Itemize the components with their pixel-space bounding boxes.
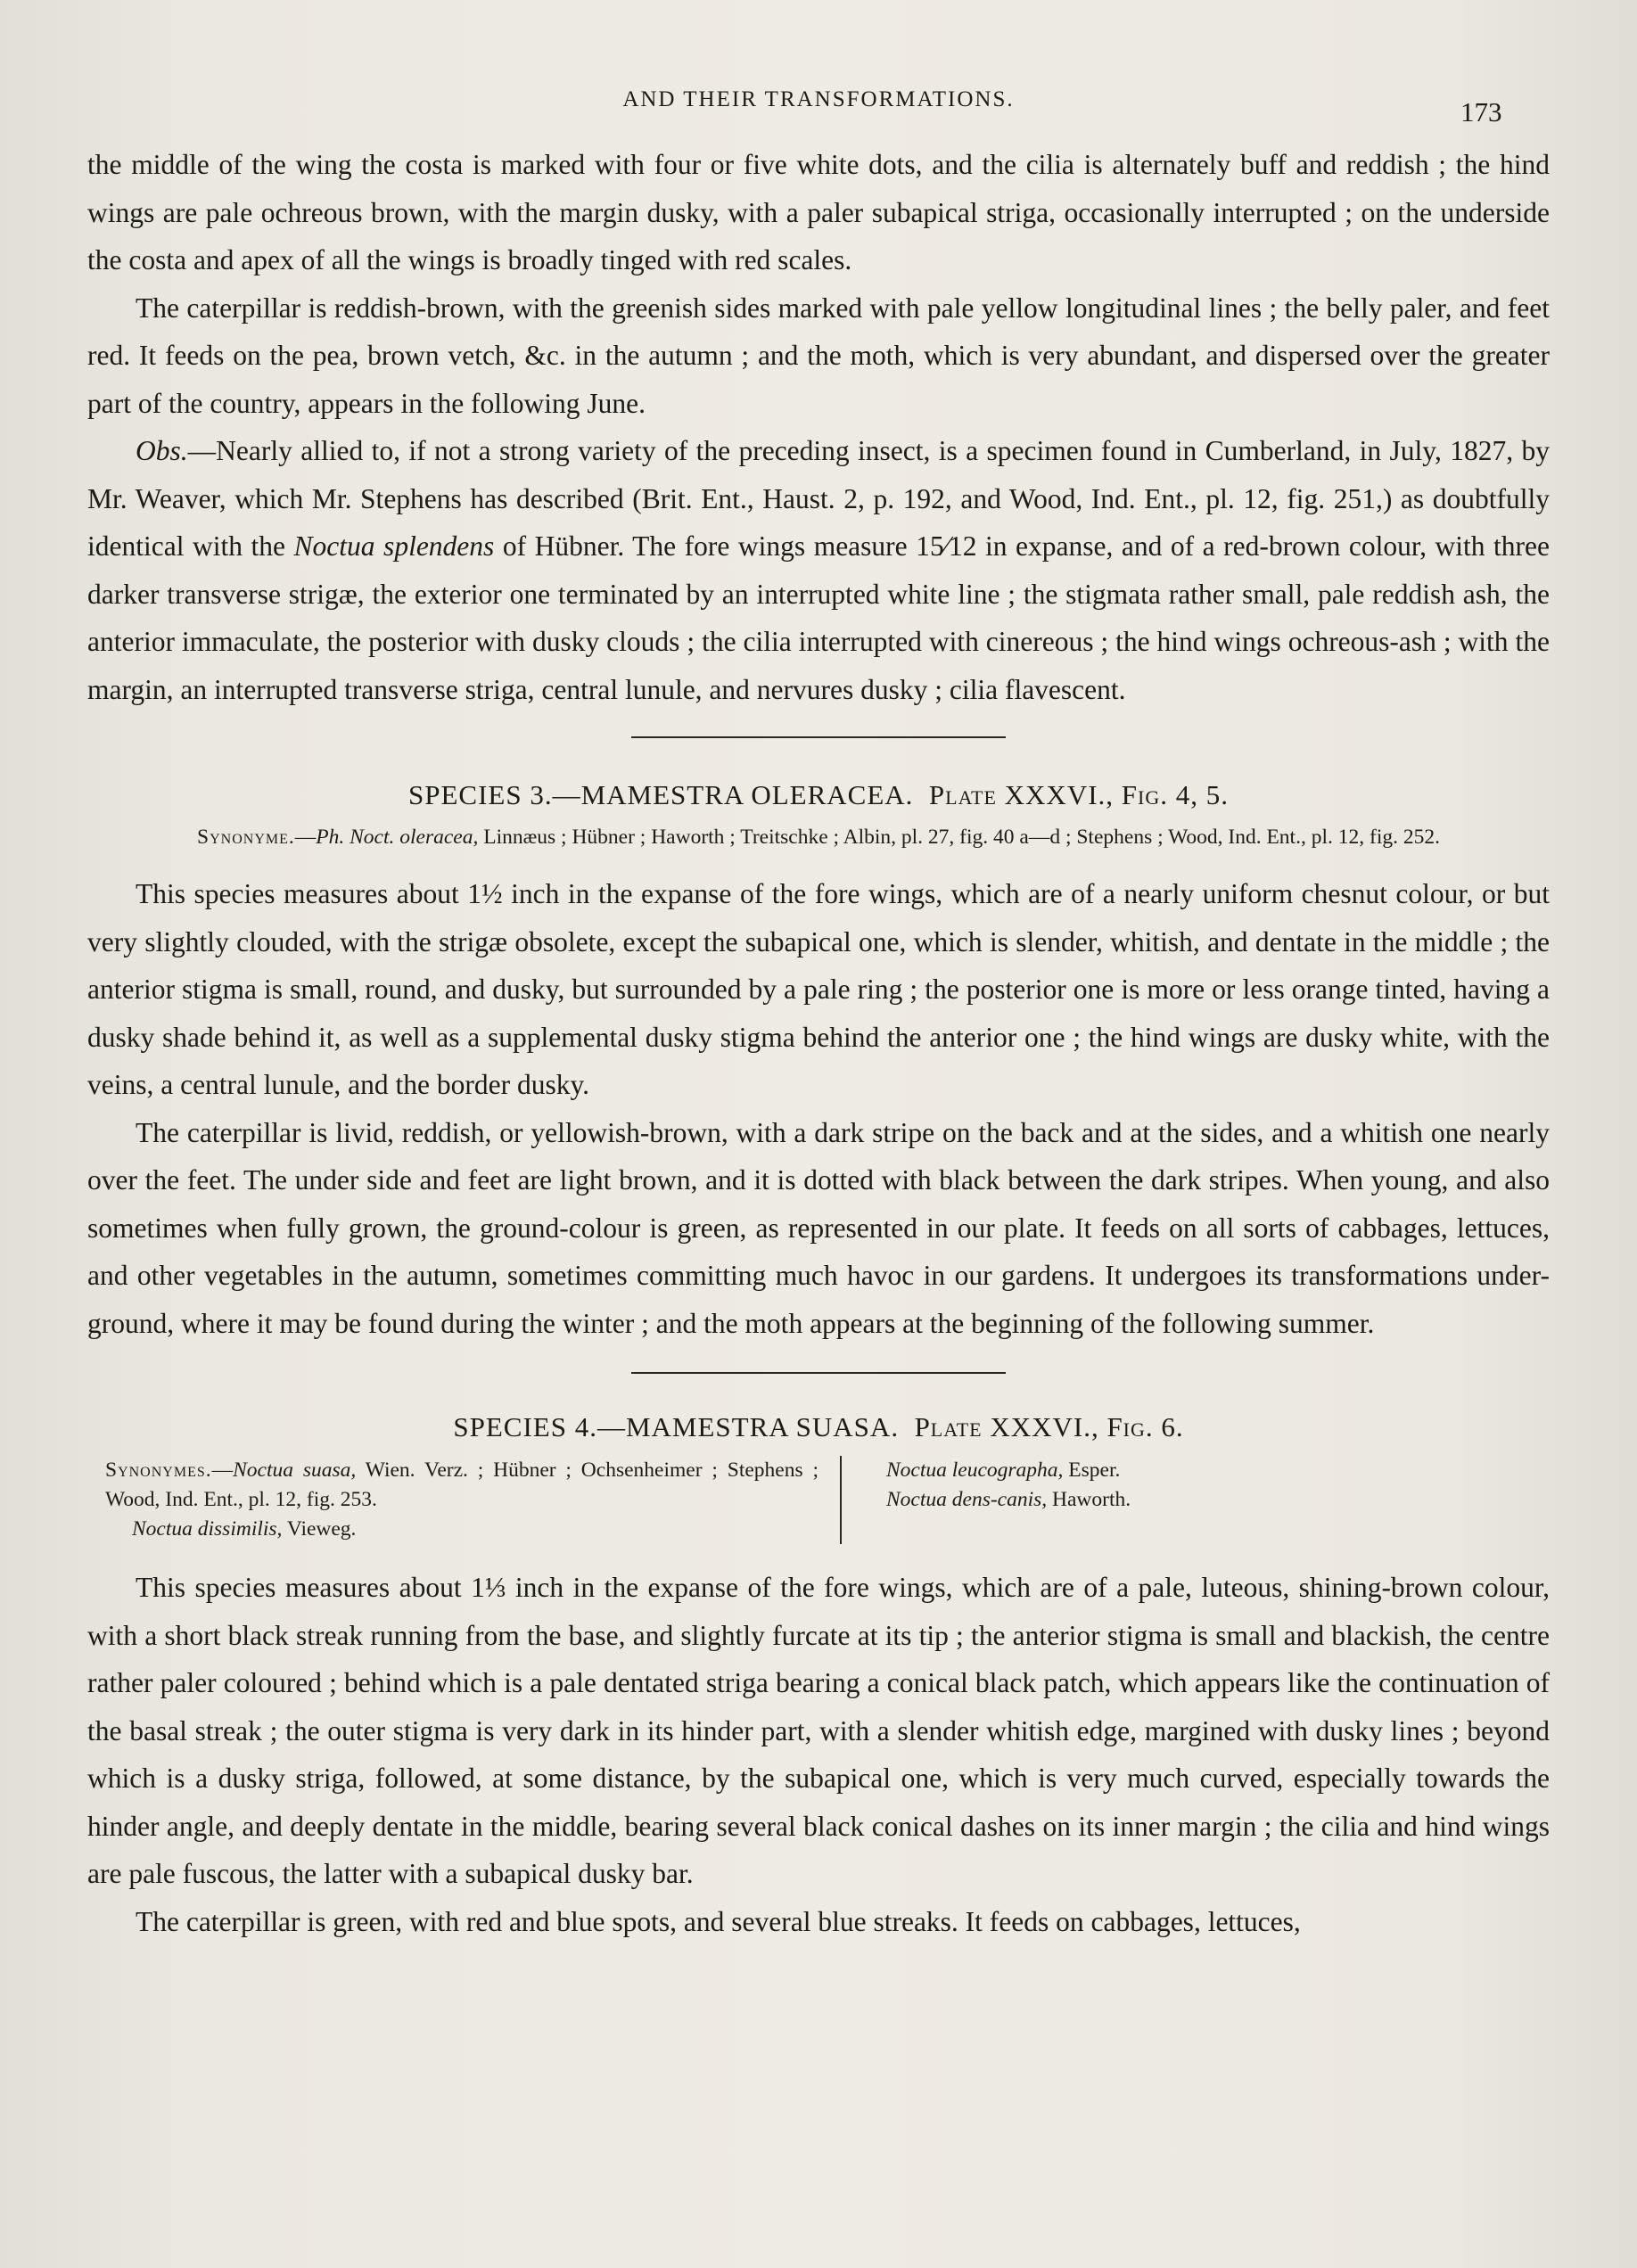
synonymy-right-column bbox=[842, 1456, 1131, 1544]
species-4-title: SPECIES 4.—MAMESTRA SUASA. bbox=[453, 1411, 900, 1442]
paragraph-caterpillar-species2: The caterpillar is reddish-brown, with the greenish sides marked with pale yellow longitudinal lines ; the belly paler, and feet red. It feeds on the pea, brown vetch, &c. in the autumn ; and the moth, which is very abundant, and dispersed over the greater part of the country, appears in the following June. bbox=[87, 292, 1550, 419]
obs-fraction: 5⁄12 bbox=[929, 530, 977, 562]
desc-text-2: inch in the expanse of the fore wings, which are of a pale, luteous, shining-brown colour, with a short black streak running from the base, and slightly furcate at its tip ; the anterior stigma is small and blackish, the centre rather paler coloured ; behind which is a pale dentated striga bearing a conical black patch, which appears like the continuation of the basal streak ; the outer stigma is very dark in its hinder part, with a slender whitish edge, margined with dusky lines ; beyond which is a dusky striga, followed, at some distance, by the subapical one, which is very much curved, especially towards the hinder angle, and deeply dentate in the middle, bearing several black conical dashes on its inner margin ; the cilia and hind wings are pale fuscous, the latter with a subapical dusky bar. bbox=[87, 1572, 1550, 1889]
synonym-line bbox=[886, 1485, 1131, 1515]
species-4-synonymy bbox=[105, 1456, 1550, 1544]
section-divider bbox=[631, 736, 1006, 738]
obs-text-3: in expanse, and of a red-brown colour, with three darker transverse strigæ, the exterior one terminated by an interrupted white line ; the stigmata rather small, pale reddish ash, the anterior immaculate, the posterior with dusky clouds ; the cilia interrupted with cinereous ; the hind wings ochreous-ash ; with the margin, an interrupted transverse striga, central lunule, and nervures dusky ; cilia flavescent. bbox=[87, 530, 1550, 705]
desc-text-1: This species measures about 1 bbox=[136, 1572, 485, 1603]
desc-text-2: inch in the expanse of the fore wings, which are of a nearly uniform chesnut colour, or but very slightly clouded, with the strigæ obsolete, except the subapical one, which is slender, whitish, and dentate in the middle ; the anterior stigma is small, round, and dusky, but surrounded by a pale ring ; the posterior one is more or less orange tinted, having a dusky shade behind it, as well as a supplemental dusky stigma behind the anterior one ; the hind wings are dusky white, with the veins, a central lunule, and the border dusky. bbox=[87, 878, 1550, 1100]
synonym-name: Noctua dissimilis, bbox=[132, 1517, 283, 1541]
paragraph-continued: the middle of the wing the costa is marked with four or five white dots, and the cilia is alternately buff and reddish ; the hind wings are pale ochreous brown, with the margin dusky, with a paler subapical striga, occasionally interrupted ; on the underside the costa and apex of all the wings is broadly tinged with red scales. bbox=[87, 149, 1550, 275]
synonym-name: Noctua dens-canis, bbox=[886, 1488, 1048, 1511]
synonym-authorities: Vieweg. bbox=[282, 1517, 357, 1541]
synonym-label: Synonyme. bbox=[197, 826, 295, 849]
synonym-dash: — bbox=[211, 1459, 234, 1482]
synonym-authorities: Wien. Verz. ; Hübner ; Ochsenheimer ; Stephens ; Wood, Ind. Ent., pl. 12, fig. 253. bbox=[105, 1459, 818, 1511]
species-3-caterpillar: The caterpillar is livid, reddish, or yellowish-brown, with a dark stripe on the back and at the sides, and a whitish one nearly over the feet. The under side and feet are light brown, and it is dotted with black between the dark stripes. When young, and also sometimes when fully grown, the ground-colour is green, as represented in our plate. It feeds on all sorts of cabbages, lettuces, and other vegetables in the autumn, sometimes committing much havoc in our gardens. It undergoes its transformations under-ground, where it may be found during the winter ; and the moth appears at the beginning of the following summer. bbox=[87, 1116, 1550, 1339]
synonym-name: Noctua leucographa, bbox=[886, 1459, 1064, 1482]
species-3-description bbox=[87, 870, 1550, 1109]
obs-label: Obs. bbox=[136, 435, 188, 466]
species-3-title: SPECIES 3.—MAMESTRA OLERACEA. bbox=[408, 779, 914, 810]
synonym-authorities: Linnæus ; Hübner ; Haworth ; Treitschke ; Albin, pl. 27, fig. 40 a—d ; Stephens ; Wood, Ind. Ent., pl. 12, fig. 252. bbox=[478, 826, 1440, 849]
synonym-authorities: Haworth. bbox=[1047, 1488, 1131, 1511]
paragraph-observation bbox=[87, 427, 1550, 713]
synonymy-left-column bbox=[105, 1456, 842, 1544]
synonym-authorities: Esper. bbox=[1063, 1459, 1121, 1482]
obs-text-1: —Nearly allied to, if not a strong variety of the preceding insect, is a specimen found in Cumberland, in July, 1827, by Mr. Weaver, which Mr. Stephens has described (Brit. Ent., Haust. 2, p. 192, and Wood, Ind. Ent., pl. 12, fig. 251,) as doubtfully identical with the bbox=[87, 435, 1550, 562]
page-number: 173 bbox=[1460, 96, 1502, 127]
running-title: AND THEIR TRANSFORMATIONS. bbox=[622, 87, 1015, 111]
desc-text-1: This species measures about 1 bbox=[136, 878, 482, 909]
synonym-line bbox=[886, 1456, 1131, 1485]
synonym-line bbox=[105, 1515, 818, 1544]
species-4-plate-ref: Plate XXXVI., Fig. 6. bbox=[914, 1411, 1184, 1442]
species-3-heading bbox=[87, 776, 1550, 815]
species-4-heading bbox=[87, 1408, 1550, 1447]
synonym-name: Noctua suasa, bbox=[233, 1459, 357, 1482]
synonym-dash: — bbox=[294, 826, 317, 849]
section-divider bbox=[631, 1372, 1006, 1374]
page-body bbox=[87, 141, 1550, 1945]
obs-species-name: Noctua splendens bbox=[293, 530, 495, 562]
species-4-description bbox=[87, 1564, 1550, 1898]
obs-text-2: of Hübner. The fore wings measure 1 bbox=[494, 530, 930, 562]
synonym-label: Synonymes. bbox=[105, 1459, 212, 1482]
species-3-plate-ref: Plate XXXVI., Fig. 4, 5. bbox=[928, 779, 1229, 810]
synonym-name: Ph. Noct. oleracea, bbox=[316, 826, 479, 849]
desc-fraction: ½ bbox=[481, 878, 503, 909]
desc-fraction: ⅓ bbox=[484, 1572, 506, 1603]
species-3-synonymy bbox=[105, 822, 1532, 852]
species-4-caterpillar: The caterpillar is green, with red and blue spots, and several blue streaks. It feeds on cabbages, lettuces, bbox=[136, 1905, 1301, 1937]
